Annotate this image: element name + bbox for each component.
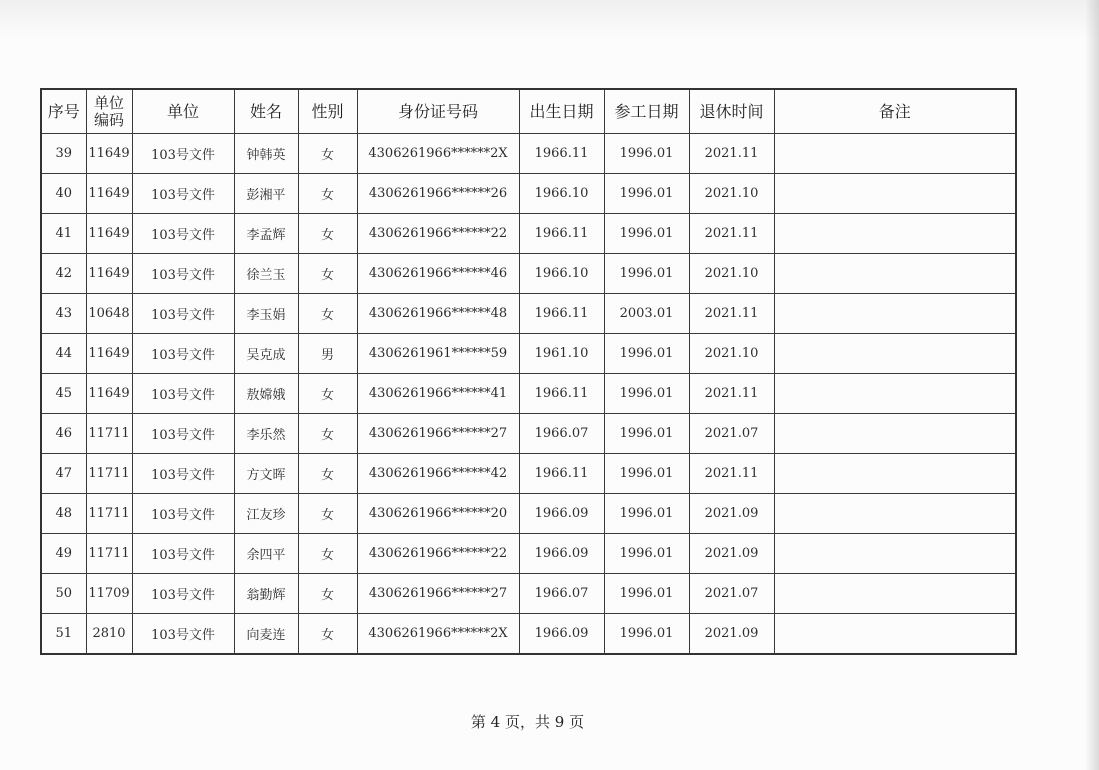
birth-date-cell: 1966.11: [519, 134, 604, 174]
id-number-cell: 4306261966******48: [357, 294, 519, 334]
id-number-cell: 4306261961******59: [357, 334, 519, 374]
gender-cell: 女: [298, 454, 357, 494]
birth-date-cell: 1966.09: [519, 614, 604, 655]
table-row: [41, 494, 1016, 534]
gender-cell: 女: [298, 254, 357, 294]
seq-cell: 48: [41, 494, 86, 534]
table-body: [41, 134, 1016, 655]
birth-date-cell: 1966.10: [519, 174, 604, 214]
table-row: [41, 254, 1016, 294]
header-retirement-date: 退休时间: [689, 89, 774, 134]
table-row: [41, 134, 1016, 174]
gender-cell: 女: [298, 414, 357, 454]
seq-cell: 43: [41, 294, 86, 334]
gender-cell: 女: [298, 574, 357, 614]
seq-cell: 51: [41, 614, 86, 655]
work-start-date-cell: 1996.01: [604, 134, 689, 174]
header-seq: 序号: [41, 89, 86, 134]
remarks-cell: [774, 414, 1016, 454]
seq-cell: 45: [41, 374, 86, 414]
retirement-date-cell: 2021.09: [689, 534, 774, 574]
name-cell: 翁勤辉: [234, 574, 298, 614]
name-cell: 方文晖: [234, 454, 298, 494]
gender-cell: 女: [298, 134, 357, 174]
name-cell: 彭湘平: [234, 174, 298, 214]
birth-date-cell: 1966.09: [519, 534, 604, 574]
table-row: [41, 454, 1016, 494]
retirement-date-cell: 2021.11: [689, 294, 774, 334]
header-unit-code: 单位 编码: [86, 89, 132, 134]
remarks-cell: [774, 454, 1016, 494]
seq-cell: 40: [41, 174, 86, 214]
unit-code-cell: 11649: [86, 254, 132, 294]
unit-code-cell: 11649: [86, 374, 132, 414]
retirement-date-cell: 2021.11: [689, 374, 774, 414]
name-cell: 余四平: [234, 534, 298, 574]
gender-cell: 女: [298, 174, 357, 214]
seq-cell: 39: [41, 134, 86, 174]
table-row: [41, 574, 1016, 614]
retirement-date-cell: 2021.10: [689, 254, 774, 294]
seq-cell: 49: [41, 534, 86, 574]
unit-code-cell: 11649: [86, 214, 132, 254]
work-start-date-cell: 1996.01: [604, 334, 689, 374]
id-number-cell: 4306261966******41: [357, 374, 519, 414]
unit-code-cell: 11711: [86, 414, 132, 454]
id-number-cell: 4306261966******2X: [357, 134, 519, 174]
table-row: [41, 174, 1016, 214]
seq-cell: 41: [41, 214, 86, 254]
name-cell: 钟韩英: [234, 134, 298, 174]
gender-cell: 男: [298, 334, 357, 374]
retirement-date-cell: 2021.09: [689, 614, 774, 655]
gender-cell: 女: [298, 374, 357, 414]
unit-code-cell: 2810: [86, 614, 132, 655]
retirement-date-cell: 2021.09: [689, 494, 774, 534]
name-cell: 徐兰玉: [234, 254, 298, 294]
page-number: 第 4 页，共 9 页: [470, 713, 585, 731]
seq-cell: 46: [41, 414, 86, 454]
remarks-cell: [774, 494, 1016, 534]
unit-cell: 103号文件: [132, 614, 234, 655]
remarks-cell: [774, 254, 1016, 294]
id-number-cell: 4306261966******27: [357, 574, 519, 614]
birth-date-cell: 1966.07: [519, 414, 604, 454]
seq-cell: 42: [41, 254, 86, 294]
table-row: [41, 294, 1016, 334]
birth-date-cell: 1966.11: [519, 454, 604, 494]
retirement-date-cell: 2021.10: [689, 174, 774, 214]
table-row: [41, 214, 1016, 254]
name-cell: 向麦连: [234, 614, 298, 655]
table-row: [41, 414, 1016, 454]
work-start-date-cell: 1996.01: [604, 214, 689, 254]
unit-code-cell: 11649: [86, 334, 132, 374]
work-start-date-cell: 1996.01: [604, 534, 689, 574]
id-number-cell: 4306261966******46: [357, 254, 519, 294]
remarks-cell: [774, 294, 1016, 334]
birth-date-cell: 1966.10: [519, 254, 604, 294]
remarks-cell: [774, 134, 1016, 174]
unit-code-cell: 11709: [86, 574, 132, 614]
table-row: [41, 614, 1016, 655]
unit-cell: 103号文件: [132, 374, 234, 414]
seq-cell: 50: [41, 574, 86, 614]
name-cell: 吴克成: [234, 334, 298, 374]
retirement-date-cell: 2021.07: [689, 574, 774, 614]
id-number-cell: 4306261966******20: [357, 494, 519, 534]
remarks-cell: [774, 614, 1016, 655]
gender-cell: 女: [298, 614, 357, 655]
id-number-cell: 4306261966******42: [357, 454, 519, 494]
remarks-cell: [774, 574, 1016, 614]
remarks-cell: [774, 174, 1016, 214]
name-cell: 李玉娟: [234, 294, 298, 334]
header-id-number: 身份证号码: [357, 89, 519, 134]
name-cell: 李乐然: [234, 414, 298, 454]
seq-cell: 44: [41, 334, 86, 374]
unit-code-cell: 11711: [86, 534, 132, 574]
gender-cell: 女: [298, 494, 357, 534]
name-cell: 李孟辉: [234, 214, 298, 254]
id-number-cell: 4306261966******22: [357, 214, 519, 254]
unit-cell: 103号文件: [132, 254, 234, 294]
header-unit: 单位: [132, 89, 234, 134]
scan-shading-top: [0, 0, 1099, 40]
id-number-cell: 4306261966******2X: [357, 614, 519, 655]
name-cell: 江友珍: [234, 494, 298, 534]
id-number-cell: 4306261966******26: [357, 174, 519, 214]
birth-date-cell: 1966.11: [519, 214, 604, 254]
birth-date-cell: 1966.11: [519, 374, 604, 414]
work-start-date-cell: 1996.01: [604, 374, 689, 414]
retirement-date-cell: 2021.11: [689, 454, 774, 494]
work-start-date-cell: 1996.01: [604, 254, 689, 294]
remarks-cell: [774, 214, 1016, 254]
retiree-table: [40, 88, 1017, 655]
unit-code-cell: 11711: [86, 454, 132, 494]
work-start-date-cell: 1996.01: [604, 574, 689, 614]
header-name: 姓名: [234, 89, 298, 134]
retirement-date-cell: 2021.07: [689, 414, 774, 454]
gender-cell: 女: [298, 294, 357, 334]
unit-cell: 103号文件: [132, 294, 234, 334]
unit-cell: 103号文件: [132, 174, 234, 214]
work-start-date-cell: 1996.01: [604, 174, 689, 214]
work-start-date-cell: 2003.01: [604, 294, 689, 334]
unit-code-cell: 11649: [86, 134, 132, 174]
retirement-date-cell: 2021.10: [689, 334, 774, 374]
remarks-cell: [774, 334, 1016, 374]
seq-cell: 47: [41, 454, 86, 494]
id-number-cell: 4306261966******22: [357, 534, 519, 574]
unit-cell: 103号文件: [132, 454, 234, 494]
table-row: [41, 374, 1016, 414]
table-row: [41, 534, 1016, 574]
birth-date-cell: 1966.11: [519, 294, 604, 334]
remarks-cell: [774, 374, 1016, 414]
header-row: [41, 89, 1016, 134]
unit-code-cell: 10648: [86, 294, 132, 334]
header-gender: 性别: [298, 89, 357, 134]
unit-cell: 103号文件: [132, 214, 234, 254]
unit-cell: 103号文件: [132, 534, 234, 574]
name-cell: 敖嫦娥: [234, 374, 298, 414]
birth-date-cell: 1966.07: [519, 574, 604, 614]
retirement-date-cell: 2021.11: [689, 134, 774, 174]
work-start-date-cell: 1996.01: [604, 614, 689, 655]
header-birth-date: 出生日期: [519, 89, 604, 134]
unit-cell: 103号文件: [132, 414, 234, 454]
unit-cell: 103号文件: [132, 134, 234, 174]
birth-date-cell: 1961.10: [519, 334, 604, 374]
header-remarks: 备注: [774, 89, 1016, 134]
work-start-date-cell: 1996.01: [604, 414, 689, 454]
unit-cell: 103号文件: [132, 334, 234, 374]
gender-cell: 女: [298, 534, 357, 574]
retirement-date-cell: 2021.11: [689, 214, 774, 254]
unit-code-cell: 11711: [86, 494, 132, 534]
unit-cell: 103号文件: [132, 574, 234, 614]
work-start-date-cell: 1996.01: [604, 494, 689, 534]
id-number-cell: 4306261966******27: [357, 414, 519, 454]
header-work-start-date: 参工日期: [604, 89, 689, 134]
gender-cell: 女: [298, 214, 357, 254]
birth-date-cell: 1966.09: [519, 494, 604, 534]
table-row: [41, 334, 1016, 374]
scan-shading-edge: [1085, 0, 1099, 770]
table-header: [41, 89, 1016, 134]
unit-cell: 103号文件: [132, 494, 234, 534]
unit-code-cell: 11649: [86, 174, 132, 214]
work-start-date-cell: 1996.01: [604, 454, 689, 494]
remarks-cell: [774, 534, 1016, 574]
